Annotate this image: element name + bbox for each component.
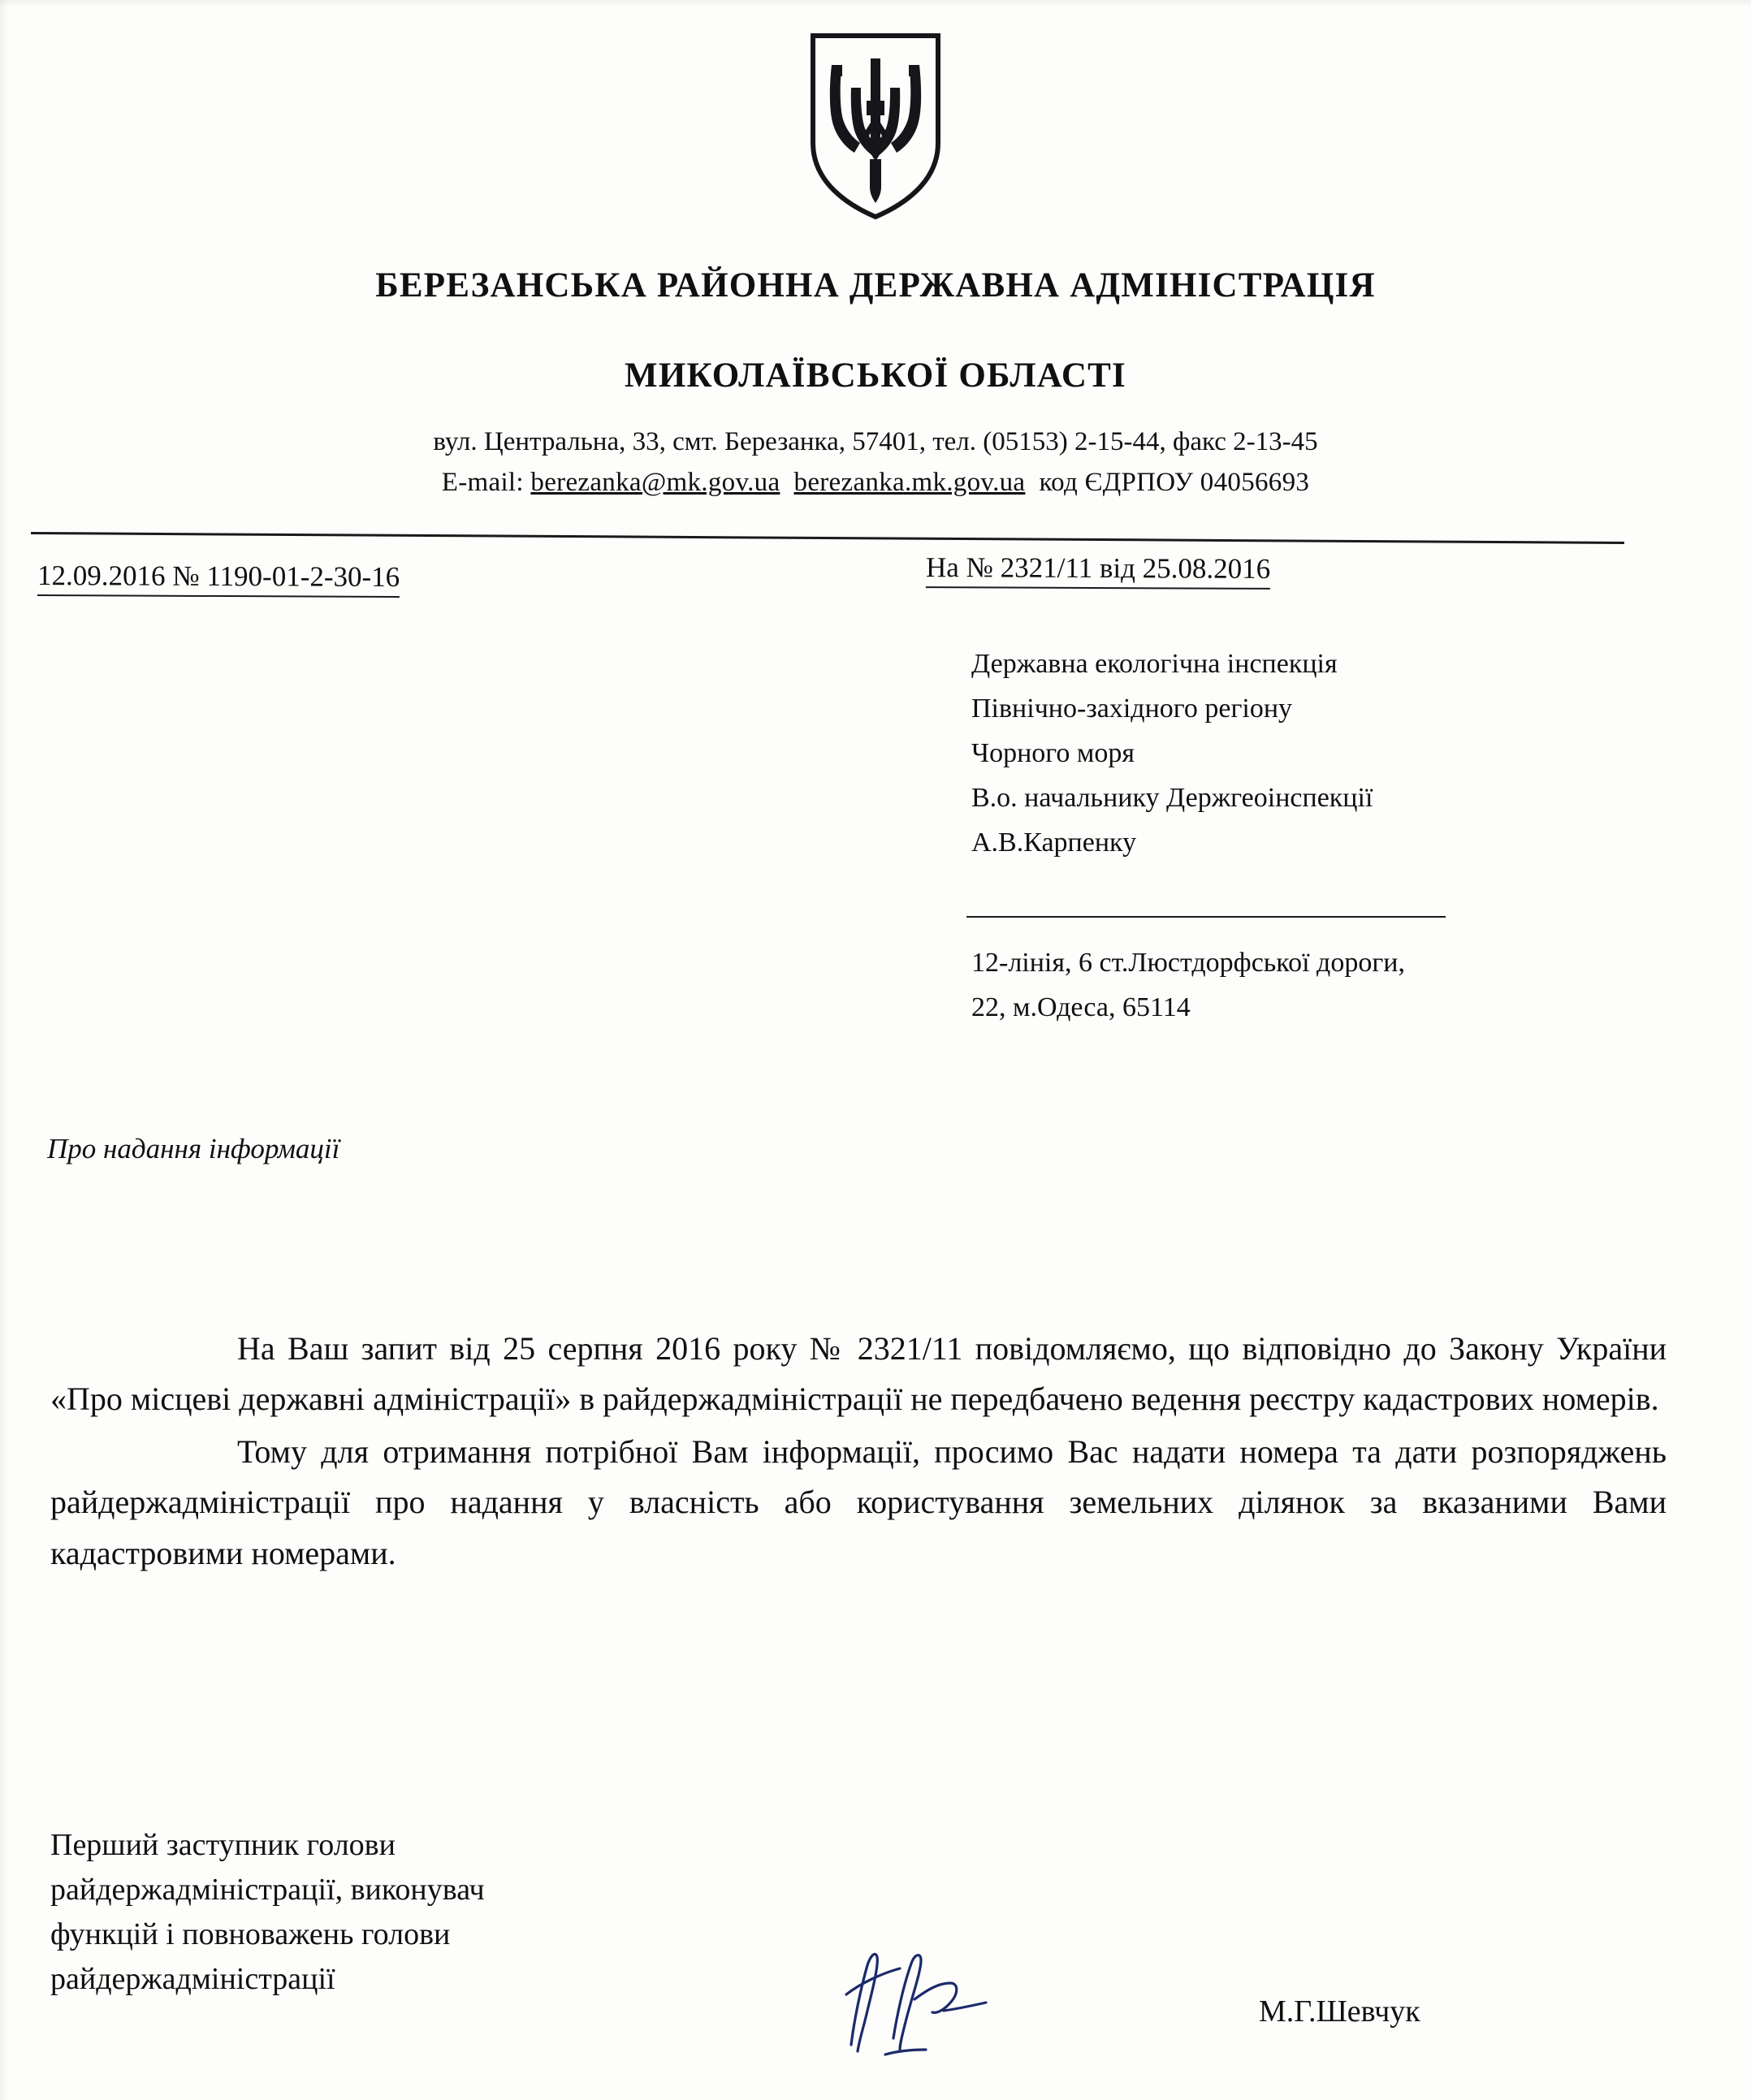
signer-position-line-1: Перший заступник голови [50, 1828, 396, 1862]
addressee-divider [966, 916, 1446, 918]
addressee-line-4: В.о. начальнику Держгеоінспекції [971, 783, 1373, 814]
addressee-line-1: Державна екологічна інспекція [971, 649, 1338, 679]
document-subject: Про надання інформації [47, 1133, 340, 1165]
addressee-address-block [971, 940, 1686, 1030]
coat-of-arms-container [0, 31, 1751, 222]
addressee-block [971, 642, 1686, 865]
handwritten-signature-icon [837, 1941, 1023, 2063]
document-body [50, 1324, 1667, 1579]
signer-name: М.Г.Шевчук [1259, 1994, 1420, 2029]
scan-edge-top [0, 0, 1751, 6]
contacts-address-line: вул. Центральна, 33, смт. Березанка, 57401, тел. (05153) 2-15-44, факс 2-13-45 [433, 427, 1318, 456]
outgoing-reference: 12.09.2016 № 1190-01-2-30-16 [37, 560, 400, 598]
body-paragraph-1: На Ваш запит від 25 серпня 2016 року № 2321/11 повідомляємо, що відповідно до Закону України «Про місцеві державні адміністрації» в райдержадміністрації не передбачено ведення реєстру кадастрових номерів. [50, 1330, 1667, 1418]
organization-title-line2: МИКОЛАЇВСЬКОЇ ОБЛАСТІ [625, 356, 1126, 395]
organization-contacts [0, 422, 1751, 503]
addressee-address-line-1: 12-лінія, 6 ст.Люстдорфської дороги, [971, 948, 1405, 978]
signer-position-block [50, 1823, 781, 2002]
ukrainian-trident-coat-of-arms-icon [806, 31, 945, 222]
header-divider [31, 532, 1624, 544]
incoming-reference: На № 2321/11 від 25.08.2016 [926, 551, 1270, 590]
organization-title-line1: БЕРЕЗАНСЬКА РАЙОННА ДЕРЖАВНА АДМІНІСТРАЦІЯ [375, 266, 1376, 305]
signer-position-line-3: функцій і повноважень голови [50, 1917, 451, 1952]
email-value[interactable]: berezanka@mk.gov.ua [530, 467, 780, 497]
addressee-line-2: Північно-західного регіону [971, 694, 1293, 724]
addressee-address-line-2: 22, м.Одеса, 65114 [971, 992, 1191, 1023]
signer-position-line-4: райдержадміністрації [50, 1962, 335, 1997]
signer-position-line-2: райдержадміністрації, виконувач [50, 1873, 485, 1908]
body-paragraph-2: Тому для отримання потрібної Вам інформації, просимо Вас надати номера та дати розпоряджень райдержадміністрації про надання у власність або користування земельних ділянок за вказаними Вами кадастровими номерами. [50, 1432, 1667, 1571]
organization-title [0, 260, 1751, 402]
addressee-line-3: Чорного моря [971, 738, 1135, 769]
contacts-email-line [0, 463, 1751, 503]
addressee-line-5: А.В.Карпенку [971, 827, 1137, 858]
website-value[interactable]: berezanka.mk.gov.ua [793, 467, 1026, 497]
edrpou-code: код ЄДРПОУ 04056693 [1039, 467, 1310, 497]
email-label: E-mail: [441, 467, 531, 497]
